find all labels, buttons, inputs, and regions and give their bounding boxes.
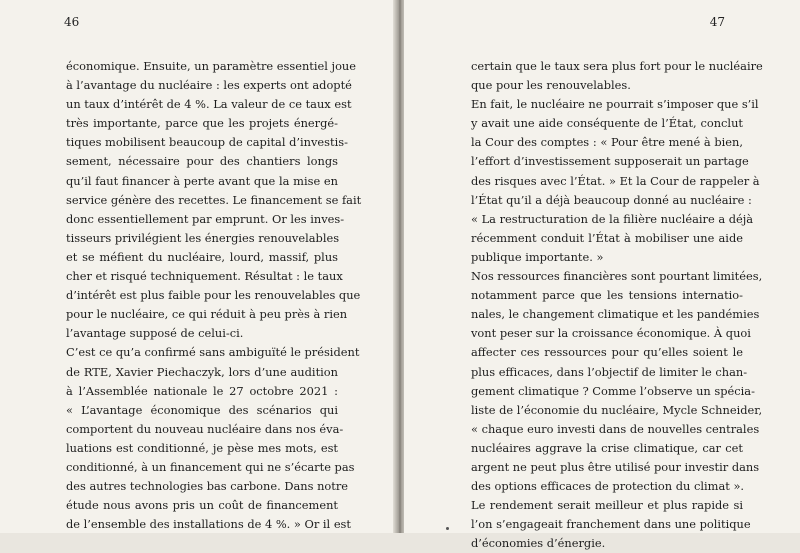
text-line: qu’il faut financer à perte avant que la mise en xyxy=(66,173,338,188)
text-line: « chaque euro investi dans de nouvelles centrales xyxy=(471,421,760,436)
text-line: notamment parce que les tensions internatio- xyxy=(471,288,743,303)
text-line: nales, le changement climatique et les pandémies xyxy=(471,307,760,322)
right-page xyxy=(404,0,800,551)
text-line: « L’avantage économique des scénarios qui xyxy=(66,402,338,417)
paragraph xyxy=(66,57,362,343)
text-line: l’État qu’il a déjà beaucoup donné au nucléaire : xyxy=(471,192,752,207)
text-line: liste de l’économie du nucléaire, Mycle Schneider, xyxy=(471,402,763,417)
text-line: des autres technologies bas carbone. Dans notre xyxy=(66,479,349,494)
text-line: l’effort d’investissement supposerait un partage xyxy=(471,154,749,169)
text-line: Nos ressources financières sont pourtant limitées, xyxy=(471,269,763,284)
text-line: de l’ensemble des installations de 4 %. » Or il est xyxy=(66,517,351,532)
text-line: la Cour des comptes : « Pour être mené à bien, xyxy=(471,135,743,150)
text-line: vont peser sur la croissance économique. À quoi xyxy=(471,326,751,341)
text-line: sement, nécessaire pour des chantiers longs xyxy=(66,154,338,169)
text-line: service génère des recettes. Le financement se fait xyxy=(66,192,362,207)
text-line: tisseurs privilégient les énergies renouvelables xyxy=(66,230,340,245)
text-line: cher et risqué techniquement. Résultat : le taux xyxy=(66,269,343,284)
text-line: de RTE, Xavier Piechaczyk, lors d’une audition xyxy=(66,364,338,379)
text-line: récemment conduit l’État à mobiliser une aide xyxy=(471,230,743,245)
text-line: nucléaires aggrave la crise climatique, car cet xyxy=(471,440,743,455)
text-line: pour le nucléaire, ce qui réduit à peu près à rien xyxy=(66,307,348,322)
text-line: « La restructuration de la filière nucléaire a déjà xyxy=(471,211,754,226)
text-line: affecter ces ressources pour qu’elles soient le xyxy=(471,345,743,360)
text-line: très importante, parce que les projets énergé- xyxy=(66,116,338,131)
text-line: économique. Ensuite, un paramètre essentiel joue xyxy=(66,59,356,73)
paragraph xyxy=(471,95,760,267)
paragraph xyxy=(471,57,763,95)
text-line: publique importante. » xyxy=(471,249,604,264)
text-line: à l’Assemblée nationale le 27 octobre 2021 : xyxy=(66,383,338,398)
left-page xyxy=(0,0,396,533)
page-number: 47 xyxy=(709,15,725,29)
text-line: y avait une aide conséquente de l’État, conclut xyxy=(471,116,743,131)
paragraph xyxy=(66,343,360,534)
text-line: En fait, le nucléaire ne pourrait s’imposer que s’il xyxy=(471,97,759,112)
page-body-text xyxy=(66,57,362,534)
text-line: Le rendement serait meilleur et plus rapide si xyxy=(471,498,743,513)
text-line: luations est conditionné, je pèse mes mots, est xyxy=(66,440,338,455)
page-body-text xyxy=(471,57,763,553)
text-line: des options efficaces de protection du climat ». xyxy=(471,479,745,494)
text-line: argent ne peut plus être utilisé pour investir dans xyxy=(471,459,760,474)
text-line: étude nous avons pris un coût de financement xyxy=(66,498,338,513)
text-line: C’est ce qu’a confirmé sans ambiguïté le président xyxy=(66,345,360,360)
page-number: 46 xyxy=(64,15,80,29)
text-line: donc essentiellement par emprunt. Or les inves- xyxy=(66,211,345,226)
text-line: certain que le taux sera plus fort pour le nucléaire xyxy=(471,59,763,73)
text-line: tiques mobilisent beaucoup de capital d’investis- xyxy=(66,135,348,150)
text-line: plus efficaces, dans l’objectif de limiter le chan- xyxy=(471,364,748,379)
text-line: et se méfient du nucléaire, lourd, massif, plus xyxy=(66,249,338,264)
text-line: des risques avec l’État. » Et la Cour de rappeler à xyxy=(471,173,760,188)
text-line: gement climatique ? Comme l’observe un spécia- xyxy=(471,383,755,398)
text-line: l’on s’engageait franchement dans une politique xyxy=(471,517,751,532)
text-line: que pour les renouvelables. xyxy=(471,78,631,93)
text-line: conditionné, à un financement qui ne s’écarte pas xyxy=(66,459,355,474)
text-line: d’intérêt est plus faible pour les renouvelables que xyxy=(66,288,361,303)
text-line: à l’avantage du nucléaire : les experts ont adopté xyxy=(66,78,352,93)
text-line: l’avantage supposé de celui-ci. xyxy=(66,326,244,341)
speck-mark xyxy=(446,527,449,530)
text-line: d’économies d’énergie. xyxy=(471,536,606,551)
text-line: un taux d’intérêt de 4 %. La valeur de ce taux est xyxy=(66,97,352,112)
text-line: comportent du nouveau nucléaire dans nos éva- xyxy=(66,421,344,436)
paragraph xyxy=(471,267,763,553)
